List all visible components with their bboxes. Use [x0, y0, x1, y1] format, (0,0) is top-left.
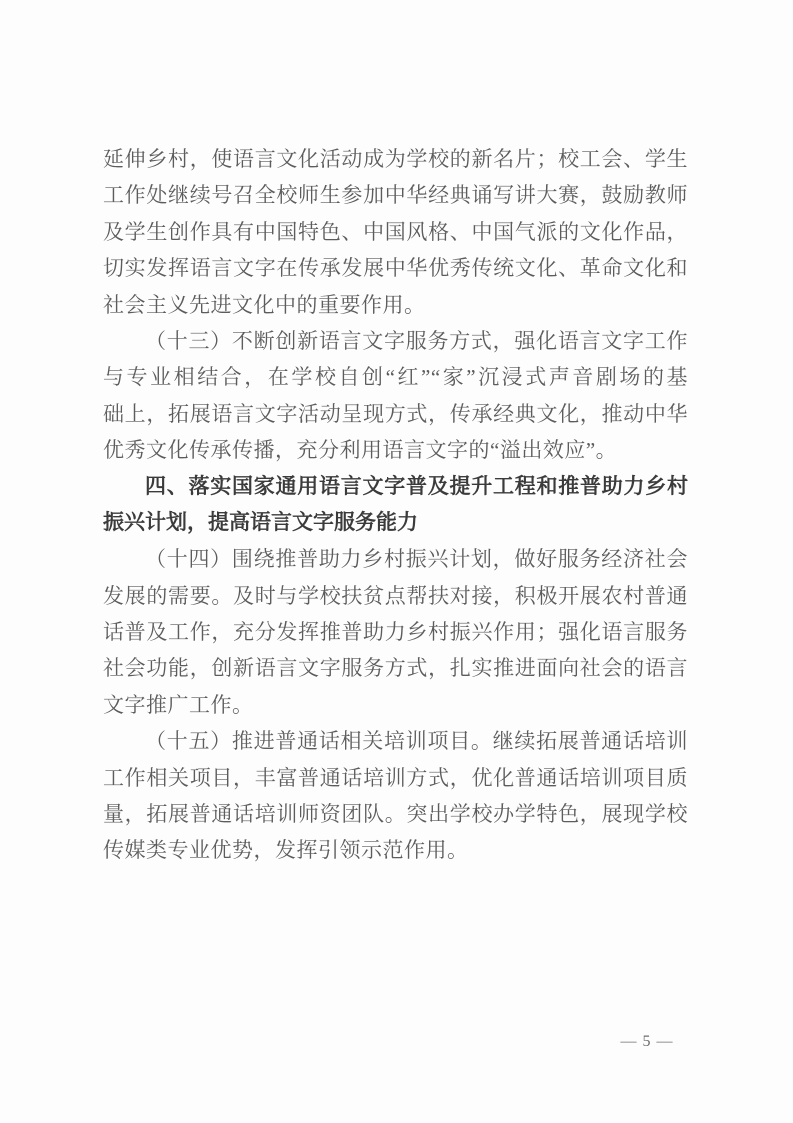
doc-line: 与专业相结合，在学校自创“红”“家”沉浸式声音剧场的基 — [103, 365, 688, 390]
doc-line: （十五）推进普通话相关培训项目。继续拓展普通话培训 — [145, 729, 688, 754]
doc-line: 切实发挥语言文字在传承发展中华优秀传统文化、革命文化和 — [103, 256, 688, 281]
paragraph-item-15 — [103, 723, 688, 869]
doc-line: 优秀文化传承传播，充分利用语言文字的“溢出效应”。 — [103, 438, 618, 463]
doc-line: （十三）不断创新语言文字服务方式，强化语言文字工作 — [145, 328, 688, 353]
doc-line: 发展的需要。及时与学校扶贫点帮扶对接，积极开展农村普通 — [103, 583, 688, 608]
doc-line: 工作处继续号召全校师生参加中华经典诵写讲大赛，鼓励教师 — [103, 183, 688, 208]
doc-line: 社会主义先进文化中的重要作用。 — [103, 292, 426, 317]
doc-line: 量，拓展普通话培训师资团队。突出学校办学特色，展现学校 — [103, 802, 688, 827]
doc-line: 传媒类专业优势，发挥引领示范作用。 — [103, 838, 469, 863]
paragraph-item-14 — [103, 541, 688, 723]
doc-heading-line: 振兴计划，提高语言文字服务能力 — [103, 510, 418, 534]
doc-line: 社会功能，创新语言文字服务方式，扎实推进面向社会的语言 — [103, 656, 688, 681]
doc-heading-line: 四、落实国家通用语言文字普及提升工程和推普助力乡村 — [145, 474, 688, 498]
doc-line: 及学生创作具有中国特色、中国风格、中国气派的文化作品， — [103, 219, 688, 244]
doc-line: 文字推广工作。 — [103, 692, 254, 717]
section-4-heading — [103, 469, 688, 542]
doc-line: （十四）围绕推普助力乡村振兴计划，做好服务经济社会 — [145, 547, 688, 572]
paragraph-item-13 — [103, 323, 688, 469]
doc-line: 延伸乡村，使语言文化活动成为学校的新名片；校工会、学生 — [103, 147, 688, 171]
document-text-block — [103, 141, 688, 869]
doc-line: 工作相关项目，丰富普通话培训方式，优化普通话培训项目质 — [103, 765, 688, 790]
doc-line: 础上，拓展语言文字活动呈现方式，传承经典文化，推动中华 — [103, 401, 688, 426]
doc-line: 话普及工作，充分发挥推普助力乡村振兴作用；强化语言服务 — [103, 620, 688, 645]
page-number: — 5 — — [620, 1033, 674, 1050]
paragraph-intro-continuation — [103, 141, 688, 323]
